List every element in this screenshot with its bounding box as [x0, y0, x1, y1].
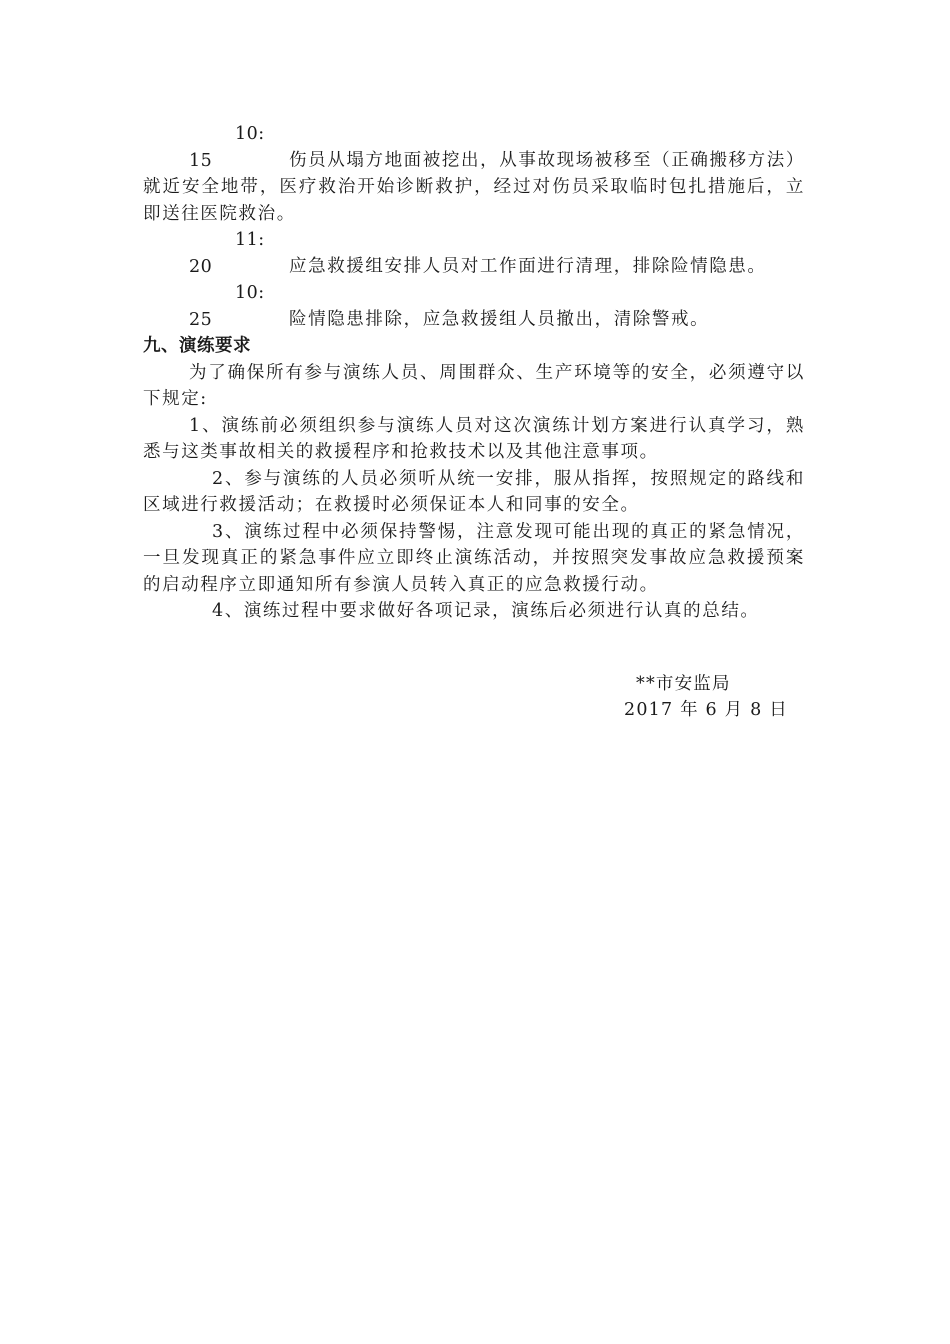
rule-item: 1、演练前必须组织参与演练人员对这次演练计划方案进行认真学习，熟悉与这类事故相关的救援程序和抢救技术以及其他注意事项。 — [143, 415, 805, 462]
timeline-time: 10: 15 — [189, 124, 265, 171]
section-heading: 九、演练要求 — [143, 336, 251, 356]
signature-date: 2017 年 6 月 8 日 — [624, 700, 788, 720]
timeline-time: 11: 20 — [189, 230, 265, 277]
signature-org: **市安监局 — [636, 674, 731, 694]
timeline-text: 应急救援组安排人员对工作面进行清理，排除险情隐患。 — [289, 256, 767, 277]
section-intro: 为了确保所有参与演练人员、周围群众、生产环境等的安全，必须遵守以下规定: — [143, 362, 805, 409]
signature-block — [624, 671, 824, 723]
timeline-entry — [143, 121, 805, 227]
rule-item: 4、演练过程中要求做好各项记录，演练后必须进行认真的总结。 — [212, 601, 760, 621]
timeline-entry — [143, 227, 805, 280]
timeline-text: 险情隐患排除，应急救援组人员撤出，清除警戒。 — [289, 309, 710, 330]
rule-item: 3、演练过程中必须保持警惕，注意发现可能出现的真正的紧急情况，一旦发现真正的紧急事件应立即终止演练活动，并按照突发事故应急救援预案的启动程序立即通知所有参演人员转入真正的应急救援行动。 — [143, 521, 805, 595]
timeline-text: 伤员从塌方地面被挖出，从事故现场被移至（正确搬移方法）就近安全地带，医疗救治开始诊断救护，经过对伤员采取临时包扎措施后，立即送往医院救治。 — [143, 150, 805, 224]
timeline-entry — [143, 280, 805, 333]
document-body — [143, 121, 805, 625]
rule-item: 2、参与演练的人员必须听从统一安排，服从指挥，按照规定的路线和区域进行救援活动；在救援时必须保证本人和同事的安全。 — [143, 468, 805, 515]
timeline-time: 10: 25 — [189, 283, 265, 330]
